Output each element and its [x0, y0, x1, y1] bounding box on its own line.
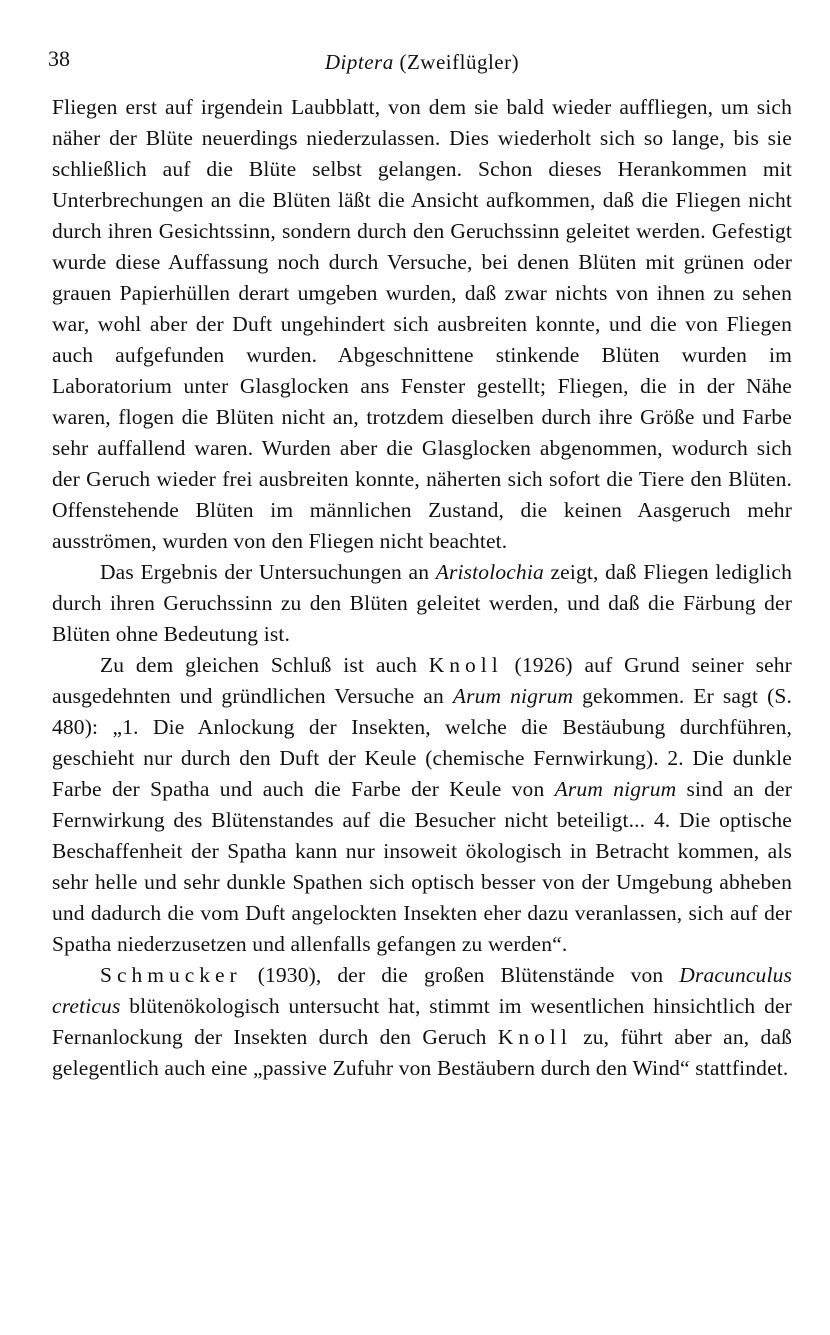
genus-aristolochia: Aristolochia: [435, 560, 544, 584]
paragraph-3-text-c: gekommen. Er sagt (S. 480): „1. Die Anlockung der Insekten, welche die Bestäubung durchführen, geschieht nur durch den Duft der Keule (chemische Fernwirkung). 2. Die dunkle Farbe der Spatha und auch die Farbe der Keule von: [52, 684, 793, 801]
paragraph-2-text-a: Das Ergebnis der Untersuchungen an: [100, 560, 436, 584]
paragraph-3-text-a: Zu dem gleichen Schluß ist auch: [100, 653, 429, 677]
paragraph-3-text-d: sind an der Fernwirkung des Blütenstandes auf die Besucher nicht beteiligt... 4. Die optische Beschaffenheit der Spatha kann nur insoweit ökologisch in Betracht kommen, als sehr helle und sehr dunkle Spathen sich optisch besser von der Umgebung abheben und dadurch die vom Duft angelockten Insekten eher dazu veranlassen, sich auf der Spatha niederzusetzen und allenfalls gefangen zu werden“.: [52, 777, 792, 956]
paragraph-4-text-a: (1930), der die großen Blütenstände von: [241, 963, 680, 987]
author-schmucker: Schmucker: [100, 963, 242, 987]
author-knoll-2: Knoll: [497, 1025, 572, 1049]
paragraph-4-text-b: blütenökologisch untersucht hat, stimmt im wesentlichen hinsichtlich der Fernanlockung der Insekten durch den Geruch: [52, 994, 792, 1049]
species-arum-nigrum: Arum nigrum: [452, 684, 574, 708]
body-text: [52, 92, 792, 1084]
paragraph-3: [52, 650, 792, 960]
paragraph-2: [52, 557, 792, 650]
running-title: [52, 50, 792, 75]
running-title-italic: Diptera: [324, 50, 394, 74]
species-dracunculus-creticus: Dracunculus creticus: [52, 963, 792, 1018]
paragraph-4-text-c: zu, führt aber an, daß gelegentlich auch eine „passive Zufuhr von Bestäubern durch den Wind“ stattfindet.: [52, 1025, 793, 1080]
author-knoll: Knoll: [428, 653, 503, 677]
paragraph-1: Fliegen erst auf irgendein Laubblatt, von dem sie bald wieder auffliegen, um sich näher der Blüte neuerdings niederzulassen. Dies wiederholt sich so lange, bis sie schließlich auf die Blüte selbst gelangen. Schon dieses Herankommen mit Unterbrechungen an die Blüten läßt die Ansicht aufkommen, daß die Fliegen nicht durch ihren Gesichtssinn, sondern durch den Geruchssinn geleitet werden. Gefestigt wurde diese Auffassung noch durch Versuche, bei denen Blüten mit grünen oder grauen Papierhüllen derart umgeben wurden, daß zwar nichts von ihnen zu sehen war, wohl aber der Duft ungehindert sich ausbreiten konnte, und die von Fliegen auch aufgefunden wurden. Abgeschnittene stinkende Blüten wurden im Laboratorium unter Glasglocken ans Fenster gestellt; Fliegen, die in der Nähe waren, flogen die Blüten nicht an, trotzdem dieselben durch ihre Größe und Farbe sehr auffallend waren. Wurden aber die Glasglocken abgenommen, wodurch sich der Geruch wieder frei ausbreiten konnte, näherten sich sofort die Tiere den Blüten. Offenstehende Blüten im männlichen Zustand, die keinen Aasgeruch mehr ausströmen, wurden von den Fliegen nicht beachtet.: [52, 95, 792, 553]
page-number: 38: [48, 46, 70, 71]
book-page: [48, 42, 793, 1084]
paragraph-2-text-b: zeigt, daß Fliegen lediglich durch ihren Geruchssinn zu den Blüten geleitet werden, und daß die Färbung der Blüten ohne Bedeutung ist.: [52, 560, 792, 646]
running-title-rest: (Zweiflügler): [393, 50, 520, 74]
species-arum-nigrum-2: Arum nigrum: [554, 777, 677, 801]
page-header: [48, 42, 792, 82]
paragraph-3-text-b: (1926) auf Grund seiner sehr ausgedehnten und gründlichen Versuche an: [52, 653, 792, 708]
paragraph-4: [52, 960, 792, 1084]
